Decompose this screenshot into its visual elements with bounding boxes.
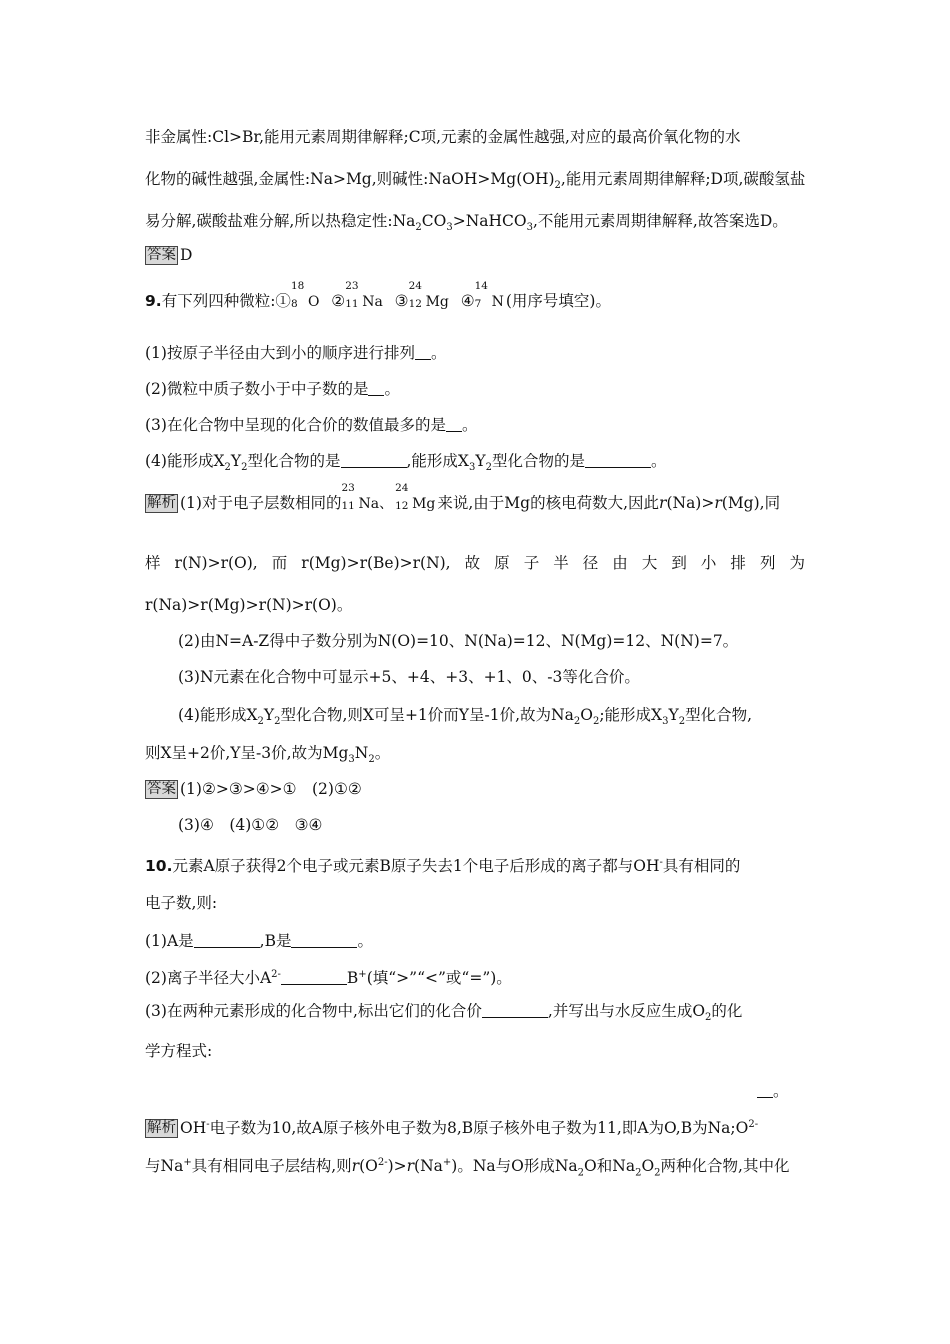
text-line: 化物的碱性越强,金属性:Na>Mg,则碱性$:NaOH>Mg(OH)_2$,能用元素周期律解释;D项,碳酸氢盐 [145,170,806,192]
analysis-line: 解析 (1)对于电子层数相同的 23 11 Na、 24 12 Mg 来说,由于Mg的核电荷数大,因此r(Na)>r(Mg),同 [145,492,780,515]
nuclide: 14 7 N [474,280,504,310]
answer-tag: 答案 [147,781,176,797]
question-part: (4)能形成$X_2Y_2$型化合物的是 ,能形成$X_3Y_2$型化合物的是 。 [145,452,667,474]
question-part: (1)A是 ,B是 。 [145,932,373,950]
analysis-line: 解析 OH-电子数为10,故A原子核外电子数为8,B原子核外电子数为11,即A为O,B为$Na;O^{2-}$ [147,1119,759,1138]
fill-blank [341,453,407,468]
question-part: (1)按原子半径由大到小的顺序进行排列 。 [145,344,447,362]
question-part: (3)在化合物中呈现的化合价的数值最多的是 。 [145,416,478,434]
fill-blank [368,381,384,396]
analysis-tag: 解析 [147,1120,176,1137]
question-10-stem: 10.元素A原子获得2个电子或元素B原子失去1个电子后形成的离子都与OH-具有相同的 [145,857,741,876]
fill-blank [482,1003,548,1018]
text-line: 非金属性:Cl>Br,能用元素周期律解释;C项,元素的金属性越强,对应的最高价氧化物的水 [145,128,741,146]
answer-line: 答案 (1)②>③>④>① (2)①② [147,780,362,798]
analysis-line: 与Na+具有相同电子层结构,则$r(O^{2-})>r(Na^+)$。Na与O形成$Na_2O$和$Na_2O_2$两种化合物,其中化 [145,1157,790,1179]
nuclide: 24 12 Mg [408,280,449,310]
question-part-end: 。 [757,1080,789,1102]
question-number: 9. [145,292,162,310]
analysis-line: 样 r(N)>r(O), 而 r(Mg)>r(Be)>r(N), 故 原 子 半 径 由 大 到 小 排 列 为 [145,554,805,572]
question-part: (2)离子半径大小$A^{2-}$ B+(填“>”“<”或“=”)。 [145,969,512,988]
analysis-line: 则X呈+2价,Y呈-3价,故为$Mg_3N_2$。 [145,744,391,766]
answer-tag: 答案 [147,247,176,263]
text-line: 易分解,碳酸盐难分解,所以热稳定性$:Na_2CO_3>NaHCO_3$,不能用元素周期律解释,故答案选D。 [145,212,788,234]
fill-blank [291,933,357,948]
fill-blank [446,417,462,432]
analysis-tag: 解析 [147,495,176,511]
fill-blank [194,933,260,948]
analysis-line: (3)N元素在化合物中可显示+5、+4、+3、+1、0、-3等化合价。 [178,668,640,686]
answer-line: (3)④ (4)①② ③④ [178,816,323,834]
nuclide: 23 11 Na [345,280,383,310]
fill-blank [415,345,431,360]
analysis-line: (2)由N=A-Z得中子数分别为N(O)=10、N(Na)=12、N(Mg)=12、N(N)=7。 [178,632,739,650]
nuclide: 18 8 O [290,280,320,310]
nuclide: 23 11 Na、 [341,482,394,512]
nuclide: 24 12 Mg [395,482,436,512]
analysis-line: (4)能形成$X_2Y_2$型化合物,则X可呈+1价而Y呈-1价,故为$Na_2O_2$;能形成$X_3Y_2$型化合物, [178,706,753,728]
question-part: (3)在两种元素形成的化合物中,标出它们的化合价 ,并写出与水反应生成$O_2$的化 [145,1002,743,1024]
fill-blank [585,453,651,468]
question-part: (2)微粒中质子数小于中子数的是 。 [145,380,400,398]
question-number: 10. [145,857,173,876]
fill-blank [281,970,347,985]
answer-line: 答案 D [147,246,193,264]
question-9-stem: 9.有下列四种微粒:① 18 8 O ② 23 11 Na ③ 24 12 Mg ④ 14 7 N (用序号填空)。 [145,290,611,313]
fill-blank [757,1083,773,1098]
analysis-line: r(Na)>r(Mg)>r(N)>r(O)。 [145,596,353,614]
question-10-stem: 电子数,则: [145,894,218,912]
question-part: 学方程式: [145,1042,213,1060]
